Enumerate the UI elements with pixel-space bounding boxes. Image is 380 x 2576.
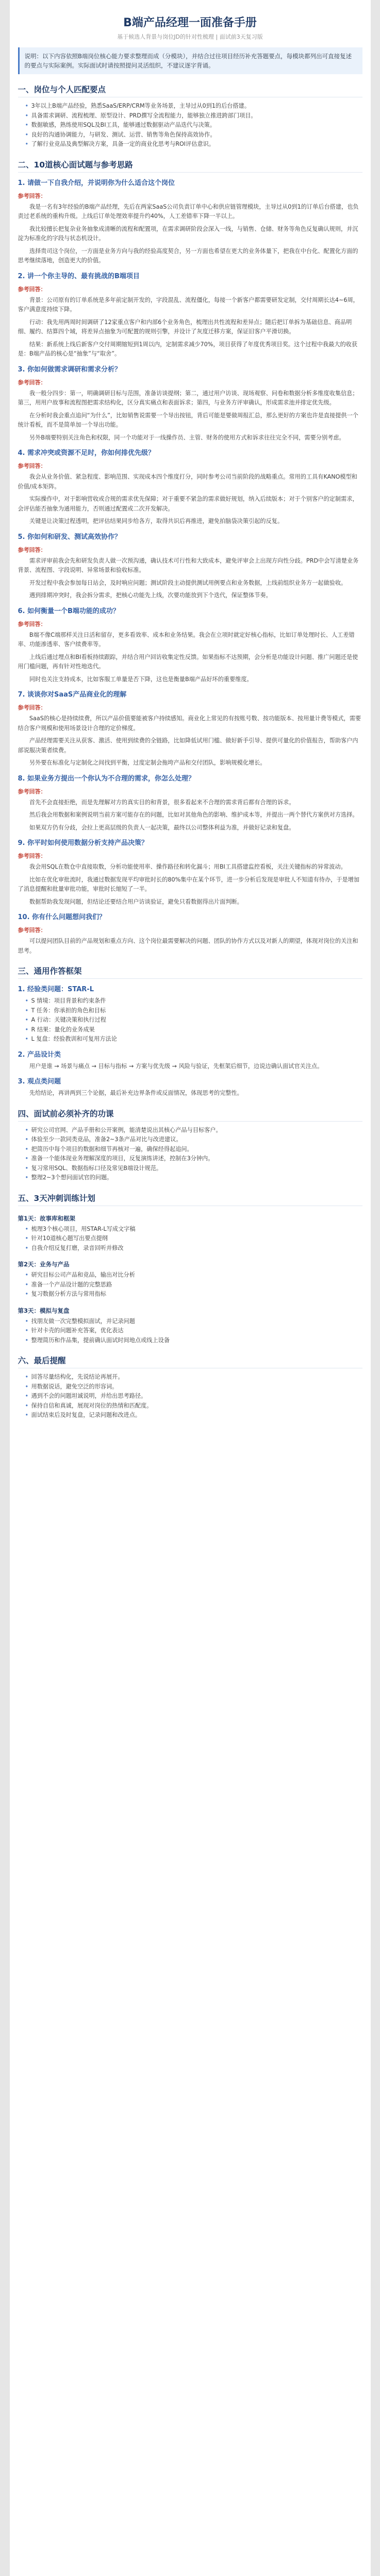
list-item bbox=[25, 1135, 362, 1145]
answer-label: 参考回答： bbox=[18, 285, 46, 293]
homework-list bbox=[18, 1126, 362, 1183]
list-item bbox=[25, 140, 362, 149]
question-title: 8. 如果业务方提出一个你认为不合理的需求，你怎么处理？ bbox=[18, 774, 195, 783]
answer-paragraph: 同时也关注支持成本，比如客服工单量是否下降，这也是衡量B端产品好坏的重要维度。 bbox=[29, 675, 253, 683]
list-item bbox=[25, 1225, 362, 1234]
question-title: 2. 讲一个你主导的、最有挑战的B端项目 bbox=[18, 272, 140, 280]
list-item-text: T 任务：你承担的角色和目标 bbox=[31, 1007, 106, 1014]
list-item bbox=[25, 1280, 362, 1290]
bullet-icon: • bbox=[25, 1272, 29, 1278]
sprint-plan bbox=[18, 1210, 362, 1346]
doc-subtitle: 基于候选人背景与岗位JD的针对性梳理 | 面试前3天复习版 bbox=[117, 33, 263, 40]
list-item bbox=[25, 1244, 362, 1253]
list-item bbox=[25, 1006, 362, 1016]
list-item bbox=[25, 1234, 362, 1244]
answer-paragraph: 遇到排期冲突时，我会拆分需求，把核心功能先上线，次要功能放到下个迭代，保证整体节奏。 bbox=[29, 592, 272, 599]
answer-paragraph: 我比较擅长把复杂业务抽象成清晰的流程和配置项，在需求调研阶段会深入一线，与销售、仓储、财务等角色反复确认规则，并沉淀为标准化的字段与状态机设计。 bbox=[18, 225, 358, 242]
bullet-icon: • bbox=[25, 1225, 29, 1232]
list-item-text: 针对卡壳的问题补充答案，优化表达 bbox=[31, 1327, 124, 1334]
section-6-title: 六、最后提醒 bbox=[18, 1355, 362, 1368]
list-item-text: 良好的沟通协调能力，与研发、测试、运营、销售等角色保持高效协作。 bbox=[31, 131, 216, 138]
question-title: 9. 你平时如何使用数据分析支持产品决策？ bbox=[18, 839, 148, 847]
list-item-text: 遇到不会的问题坦诚说明，并给出思考路径。 bbox=[31, 1393, 147, 1399]
list-item bbox=[25, 101, 362, 111]
answer-label: 参考回答： bbox=[18, 788, 46, 795]
bullet-icon: • bbox=[25, 112, 29, 119]
list-item-text: 梳理3个核心项目，用STAR-L写成文字稿 bbox=[31, 1225, 136, 1232]
section-1-title: 一、岗位与个人匹配要点 bbox=[18, 84, 362, 97]
list-item bbox=[25, 1145, 362, 1155]
list-item-text: 整理2~3个想问面试官的问题。 bbox=[31, 1174, 113, 1181]
bullet-icon: • bbox=[25, 997, 29, 1004]
bullet-icon: • bbox=[25, 1291, 29, 1297]
bullet-icon: • bbox=[25, 1317, 29, 1325]
framework-opinion-text: 先给结论，再讲两到三个论据，最后补充边界条件或反面情况，体现思考的完整性。 bbox=[29, 1090, 243, 1096]
bullet-icon: • bbox=[25, 1026, 29, 1033]
list-item bbox=[25, 1015, 362, 1025]
list-item-text: 整理简历和作品集，提前确认面试时间地点或线上设备 bbox=[31, 1336, 170, 1344]
day-task-list bbox=[18, 1270, 362, 1299]
answer-paragraph: 首先不会直接拒绝，而是先理解对方的真实目的和背景，很多看起来不合理的需求背后都有合理的诉求。 bbox=[29, 799, 295, 806]
list-item bbox=[25, 121, 362, 130]
day-title: 第1天：故事库和框架 bbox=[18, 1214, 76, 1222]
list-item bbox=[25, 1326, 362, 1336]
question-title: 4. 需求冲突或资源不足时，你如何排优先级？ bbox=[18, 449, 155, 457]
answer-paragraph: 我是一名有3年经验的B端产品经理，先后在两家SaaS公司负责订单中心和供应链管理模块，主导过从0到1的订单后台搭建，也负责过老系统的重构升级。上线后订单处理效率提升约40%，人工差错率下降一半以上。 bbox=[18, 203, 359, 219]
framework-opinion-title: 3. 观点类问题 bbox=[18, 1078, 61, 1086]
answer-paragraph: 产品经理需要关注从获客、激活、使用到续费的全链路，比如降低试用门槛、做好新手引导、提供可量化的价值报告，帮助客户内部说服决策者续费。 bbox=[18, 737, 358, 754]
list-item bbox=[25, 1317, 362, 1327]
star-list bbox=[18, 996, 362, 1044]
section-5-title: 五、3天冲刺训练计划 bbox=[18, 1193, 362, 1206]
list-item-text: 体验至少一款同类竞品，准备2~3条产品对比与改进建议。 bbox=[31, 1136, 182, 1143]
answer-label: 参考回答： bbox=[18, 463, 46, 469]
answer-paragraph: 开发过程中我会参加每日站会，及时响应问题；测试阶段主动提供测试用例要点和业务数据，上线前组织业务方一起做验收。 bbox=[29, 579, 347, 586]
question-title: 3. 你如何做需求调研和需求分析？ bbox=[18, 365, 122, 374]
list-item-text: 数据敏感，熟练使用SQL及BI工具，能够通过数据驱动产品迭代与决策。 bbox=[31, 122, 216, 128]
list-item bbox=[25, 1411, 362, 1420]
answer-label: 参考回答： bbox=[18, 927, 46, 934]
list-item bbox=[25, 130, 362, 140]
answer-paragraph: 另外要在标准化与定制化之间找到平衡，过度定制会拖垮产品和交付团队，影响规模化增长。 bbox=[29, 759, 266, 766]
list-item-text: 研究目标公司产品和竞品，输出对比分析 bbox=[31, 1272, 135, 1278]
list-item bbox=[25, 1372, 362, 1382]
list-item bbox=[25, 1336, 362, 1346]
list-item-text: 了解行业竞品及典型解决方案，具备一定的商业化思考与ROI评估意识。 bbox=[31, 141, 215, 147]
bullet-icon: • bbox=[25, 1155, 29, 1162]
answer-paragraph: 实际操作中，对于影响营收或合规的需求优先保障；对于重要不紧急的需求做好规划，纳入后续版本；对于个别客户的定制需求，会评估能否抽象为通用能力，否则通过配置或二次开发解决。 bbox=[18, 496, 358, 512]
bullet-icon: • bbox=[25, 1007, 29, 1014]
bullet-icon: • bbox=[25, 131, 29, 138]
question-title: 7. 谈谈你对SaaS产品商业化的理解 bbox=[18, 691, 127, 699]
day-title: 第3天：模拟与复盘 bbox=[18, 1307, 70, 1314]
bullet-icon: • bbox=[25, 1402, 29, 1409]
list-item bbox=[25, 1392, 362, 1401]
answer-paragraph: 背景：公司原有的订单系统是多年前定制开发的，字段混乱、流程僵化，每接一个新客户都需要研发定制，交付周期长达4~6周，客户满意度持续下降。 bbox=[18, 296, 359, 313]
list-item bbox=[25, 1290, 362, 1299]
bullet-icon: • bbox=[25, 1281, 29, 1288]
bullet-icon: • bbox=[25, 1136, 29, 1143]
list-item bbox=[25, 1173, 362, 1183]
list-item-text: 回答尽量结构化，先说结论再展开。 bbox=[31, 1374, 124, 1380]
list-item-text: A 行动：关键决策和执行过程 bbox=[31, 1016, 106, 1023]
question-title: 10. 你有什么问题想问我们？ bbox=[18, 913, 106, 921]
answer-paragraph: 我一般分四步：第一，明确调研目标与范围，准备访谈提纲；第二，通过用户访谈、现场观察、问卷和数据分析多维度收集信息；第三，用用户故事和流程图把需求结构化，区分真实痛点和表面诉求；第四，与业务方评审确认，形成需求池并排定优先级。 bbox=[18, 389, 358, 406]
bullet-icon: • bbox=[25, 122, 29, 128]
answer-label: 参考回答： bbox=[18, 620, 46, 628]
answer-paragraph: 关键是让决策过程透明，把评估结果同步给各方，取得共识后再推进，避免拍脑袋决策引起的反复。 bbox=[29, 518, 284, 524]
list-item bbox=[25, 1164, 362, 1174]
answer-label: 参考回答： bbox=[18, 546, 46, 553]
list-item bbox=[25, 1382, 362, 1392]
list-item bbox=[25, 1154, 362, 1164]
bullet-icon: • bbox=[25, 1126, 29, 1133]
answer-paragraph: 比如在优化审批流时，我通过数据发现平均审批时长的80%集中在某个环节，进一步分析后发现是审批人不知道有待办，于是增加了消息提醒和批量审批功能，审批时长缩短了一半。 bbox=[18, 876, 360, 892]
list-item-text: 具备需求调研、流程梳理、原型设计、PRD撰写全流程能力，能够独立推进跨部门项目。 bbox=[31, 112, 257, 119]
list-item-text: 用数据说话，避免空泛的形容词。 bbox=[31, 1383, 118, 1390]
list-item bbox=[25, 1270, 362, 1280]
answer-paragraph: 可以提问团队目前的产品规划和重点方向、这个岗位最需要解决的问题、团队的协作方式以及对新人的期望，体现对岗位的关注和思考。 bbox=[18, 938, 358, 954]
list-item bbox=[25, 1035, 362, 1044]
list-item bbox=[25, 111, 362, 121]
bullet-icon: • bbox=[25, 1235, 29, 1242]
framework-star-title: 1. 经验类问题：STAR-L bbox=[18, 986, 94, 993]
bullet-icon: • bbox=[25, 1145, 29, 1153]
doc-title: B端产品经理一面准备手册 bbox=[123, 16, 257, 29]
list-item-text: 研究公司官网、产品手册和公开案例，能清楚说出其核心产品与目标客户。 bbox=[31, 1126, 222, 1133]
answer-paragraph: 然后我会用数据和案例说明当前方案可能存在的问题，比如对其他角色的影响、维护成本等，并提出一两个替代方案供对方选择。 bbox=[29, 811, 358, 818]
list-item-text: L 复盘：经验教训和可复用方法论 bbox=[31, 1036, 117, 1042]
bullet-icon: • bbox=[25, 1412, 29, 1418]
answer-paragraph: 我会用SQL在数仓中直接取数，分析功能使用率、操作路径和转化漏斗；用BI工具搭建监控看板，关注关键指标的异常波动。 bbox=[29, 863, 346, 870]
framework-design-title: 2. 产品设计类 bbox=[18, 1050, 61, 1059]
answer-paragraph: 我会从业务价值、紧急程度、影响范围、实现成本四个维度打分，同时参考公司当前阶段的战略重点。常用的工具有KANO模型和价值/成本矩阵。 bbox=[18, 473, 357, 490]
bullet-icon: • bbox=[25, 1036, 29, 1042]
bullet-icon: • bbox=[25, 1244, 29, 1251]
bullet-icon: • bbox=[25, 1336, 29, 1344]
list-item-text: S 情境：项目背景和约束条件 bbox=[31, 997, 106, 1004]
bullet-icon: • bbox=[25, 141, 29, 147]
questions-section bbox=[18, 179, 362, 956]
section-4-title: 四、面试前必须补齐的功课 bbox=[18, 1109, 362, 1122]
answer-label: 参考回答： bbox=[18, 379, 46, 386]
list-item-text: 面试结束后及时复盘，记录问题和改进点。 bbox=[31, 1412, 141, 1418]
bullet-icon: • bbox=[25, 1393, 29, 1399]
bullet-icon: • bbox=[25, 103, 29, 109]
list-item-text: 3年以上B端产品经验，熟悉SaaS/ERP/CRM等业务场景，主导过从0到1的后台搭建。 bbox=[31, 103, 251, 109]
answer-label: 参考回答： bbox=[18, 704, 46, 711]
section-3-title: 三、通用作答框架 bbox=[18, 966, 362, 979]
answer-paragraph: 行动：我先用两周时间调研了12家重点客户和内部6个业务角色，梳理出共性流程和差异点；随后把订单拆为基础信息、商品明细、履约、结算四个域，将差异点抽象为可配置的规则引擎，并设计了灰度迁移方案，保证旧客户平滑切换。 bbox=[18, 318, 352, 335]
bullet-icon: • bbox=[25, 1327, 29, 1334]
list-item-text: 针对10道核心题写出要点提纲 bbox=[31, 1235, 108, 1242]
day-task-list bbox=[18, 1225, 362, 1253]
list-item-text: 保持自信和真诚，展现对岗位的热情和匹配度。 bbox=[31, 1402, 153, 1409]
answer-paragraph: 选择贵司这个岗位，一方面是业务方向与我的经验高度契合，另一方面也希望在更大的业务体量下，把我在中台化、配置化方面的思考继续落地，创造更大的价值。 bbox=[18, 247, 358, 264]
list-item-text: 复习常用SQL、数据指标口径及常见B端设计规范。 bbox=[31, 1164, 162, 1172]
list-item bbox=[25, 1401, 362, 1411]
bullet-icon: • bbox=[25, 1383, 29, 1390]
answer-paragraph: 在分析时我会重点追问“为什么”，比如销售说需要一个导出按钮，背后可能是要做周报汇总，那么更好的方案也许是直接提供一个统计看板，而不是简单加一个导出功能。 bbox=[18, 412, 358, 428]
list-item-text: 复习数据分析方法与常用指标 bbox=[31, 1291, 106, 1297]
match-points-list bbox=[18, 101, 362, 149]
question-title: 1. 请做一下自我介绍，并说明你为什么适合这个岗位 bbox=[18, 179, 175, 187]
answer-paragraph: 数据帮助我发现问题，但结论还要结合用户访谈验证，避免只看数据得出片面判断。 bbox=[29, 898, 243, 905]
answer-paragraph: SaaS的核心是持续续费，所以产品价值要能被客户持续感知。商业化上常见的有按账号数、按功能版本、按用量计费等模式，需要结合客户规模和使用场景设计合理的定价梯度。 bbox=[18, 715, 361, 732]
answer-label: 参考回答： bbox=[18, 192, 46, 199]
list-item-text: 找朋友做一次完整模拟面试，并记录问题 bbox=[31, 1317, 135, 1325]
framework-design-text: 用户是谁 → 场景与痛点 → 目标与指标 → 方案与优先级 → 风险与验证，先框架后细节，边说边确认面试官关注点。 bbox=[29, 1062, 323, 1070]
answer-paragraph: 如果双方仍有分歧，会拉上更高层级的负责人一起决策，最终以公司整体利益为准，并做好记录和复盘。 bbox=[29, 824, 295, 831]
list-item-text: 把简历中每个项目的数据和细节再核对一遍，确保经得起追问。 bbox=[31, 1145, 193, 1153]
answer-paragraph: 需求评审前我会先和研发负责人做一次预沟通，确认技术可行性和大致成本，避免评审会上出现方向性分歧。PRD中会写清楚业务背景、流程图、字段说明、异常场景和验收标准。 bbox=[18, 557, 359, 573]
question-title: 6. 如何衡量一个B端功能的成功？ bbox=[18, 607, 120, 615]
answer-paragraph: 结果：新系统上线后新客户交付周期缩短到1周以内，定制需求减少70%，项目获得了年度优秀项目奖。这个过程中我最大的收获是：B端产品的核心是“抽象”与“取舍”。 bbox=[18, 341, 358, 357]
bullet-icon: • bbox=[25, 1174, 29, 1181]
bullet-icon: • bbox=[25, 1374, 29, 1380]
bullet-icon: • bbox=[25, 1164, 29, 1172]
list-item-text: 准备一个产品设计题的完整思路 bbox=[31, 1281, 112, 1288]
list-item-text: 自我介绍反复打磨，录音回听并修改 bbox=[31, 1244, 124, 1251]
answer-paragraph: 上线后通过埋点和BI看板持续跟踪，并结合用户回访收集定性反馈。如果指标不达预期，会分析是功能设计问题、推广问题还是使用门槛问题，再有针对性地迭代。 bbox=[18, 653, 358, 670]
list-item bbox=[25, 1126, 362, 1136]
intro-note: 说明：以下内容依照B端岗位核心能力要求整理而成（分模块），并结合过往项目经历补充答题要点，每模块都列出可直接复述的要点与实际案例。实际面试时请按照提问灵活组织，不建议逐字背诵。 bbox=[18, 47, 362, 74]
day-title: 第2天：业务与产品 bbox=[18, 1261, 70, 1268]
bullet-icon: • bbox=[25, 1016, 29, 1023]
answer-paragraph: 另外B端要特别关注角色和权限，同一个功能对于一线操作员、主管、财务的使用方式和诉求往往完全不同，需要分别考虑。 bbox=[29, 434, 345, 441]
list-item-text: R 结果：量化的业务成果 bbox=[31, 1026, 95, 1033]
list-item bbox=[25, 996, 362, 1006]
section-2-title: 二、10道核心面试题与参考思路 bbox=[18, 160, 362, 173]
list-item bbox=[25, 1025, 362, 1035]
day-task-list bbox=[18, 1317, 362, 1346]
final-reminders-list bbox=[18, 1372, 362, 1420]
answer-label: 参考回答： bbox=[18, 853, 46, 859]
list-item-text: 准备一个能体现业务理解深度的项目，反复演练讲述，控制在3分钟内。 bbox=[31, 1155, 214, 1162]
document-page bbox=[10, 0, 371, 2576]
answer-paragraph: B端不像C端那样关注日活和留存，更多看效率、成本和业务结果。我会在立项时就定好核心指标，比如订单处理时长、人工差错率、功能渗透率、客户续费率等。 bbox=[18, 631, 355, 648]
question-title: 5. 你如何和研发、测试高效协作？ bbox=[18, 533, 122, 541]
